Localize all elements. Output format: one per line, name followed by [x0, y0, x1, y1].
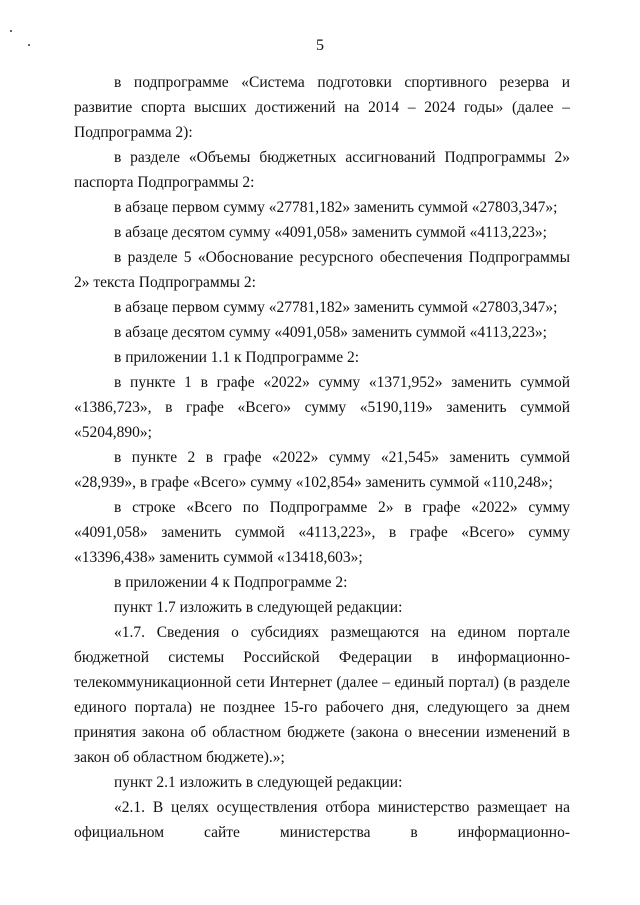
paragraph: в абзаце десятом сумму «4091,058» заменить суммой «4113,223»; [114, 324, 547, 341]
paragraph: в абзаце первом сумму «27781,182» заменить суммой «27803,347»; [114, 199, 558, 216]
paragraph: в разделе 5 «Обоснование ресурсного обеспечения Подпрограммы 2» текста Подпрограммы 2: [74, 249, 570, 291]
paragraph: в приложении 1.1 к Подпрограмме 2: [114, 349, 360, 366]
paragraph: в подпрограмме «Система подготовки спортивного резерва и развитие спорта высших достижений на 2014 – 2024 годы» (далее – Подпрограмма 2): [74, 74, 570, 141]
paragraph: пункт 2.1 изложить в следующей редакции: [114, 774, 403, 791]
page-number: 5 [316, 37, 324, 54]
paragraph: пункт 1.7 изложить в следующей редакции: [114, 599, 403, 616]
paragraph: «2.1. В целях осуществления отбора министерство размещает на официальном сайте министерства в информационно- [74, 799, 570, 841]
document-body [74, 70, 570, 845]
paragraph: в строке «Всего по Подпрограмме 2» в графе «2022» сумму «4091,058» заменить суммой «4113,223», в графе «Всего» сумму «13396,438» заменить суммой «13418,603»; [74, 499, 570, 566]
paragraph: «1.7. Сведения о субсидиях размещаются на едином портале бюджетной системы Российской Федерации в информационно-телекоммуникационной сети Интернет (далее – единый портал) (в разделе единого портала) не позднее 15-го рабочего дня, следующего за днем принятия закона об областном бюджете (закона о внесении изменений в закон об областном бюджете).»; [74, 624, 570, 766]
paragraph: в пункте 2 в графе «2022» сумму «21,545» заменить суммой «28,939», в графе «Всего» сумму «102,854» заменить суммой «110,248»; [74, 449, 570, 491]
scan-speck [10, 30, 12, 32]
paragraph: в абзаце десятом сумму «4091,058» заменить суммой «4113,223»; [114, 224, 547, 241]
paragraph: в абзаце первом сумму «27781,182» заменить суммой «27803,347»; [114, 299, 558, 316]
paragraph: в приложении 4 к Подпрограмме 2: [114, 574, 348, 591]
paragraph: в пункте 1 в графе «2022» сумму «1371,952» заменить суммой «1386,723», в графе «Всего» сумму «5190,119» заменить суммой «5204,890»; [74, 374, 570, 441]
paragraph: в разделе «Объемы бюджетных ассигнований Подпрограммы 2» паспорта Подпрограммы 2: [74, 149, 570, 191]
